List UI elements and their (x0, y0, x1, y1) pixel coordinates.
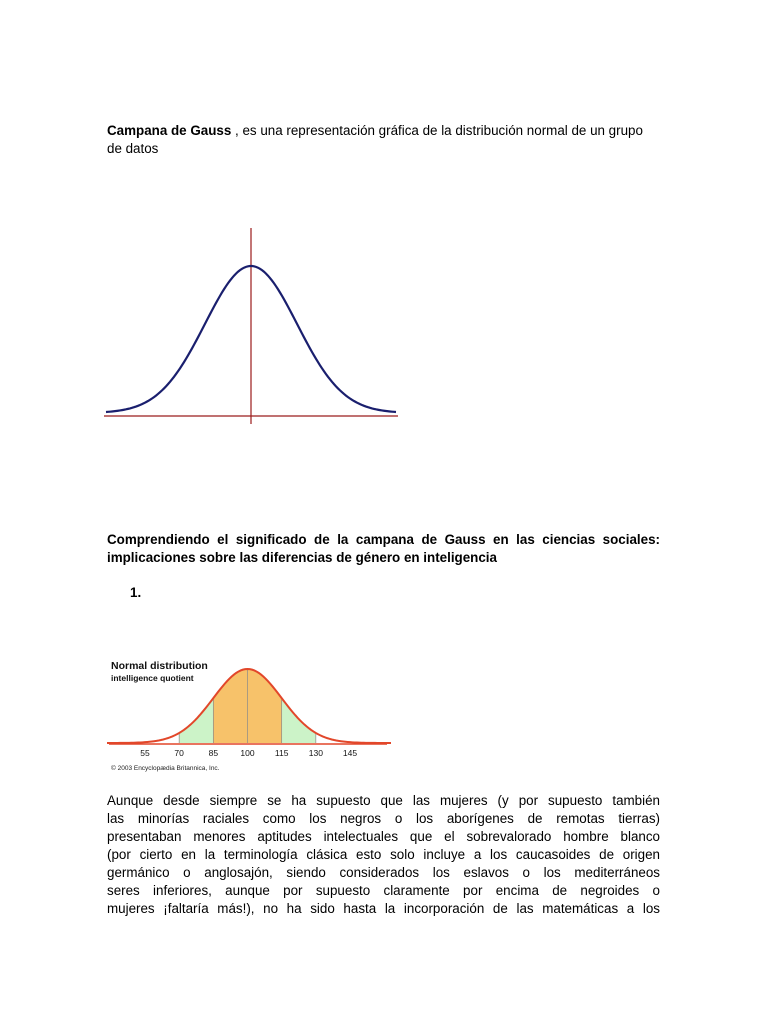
iq-tick-label: 100 (240, 748, 255, 758)
body-line: las minorías raciales como los negros o los aborígenes de remotas tierras) (107, 811, 660, 826)
list-marker: 1. (130, 585, 142, 600)
body-line: presentaban menores aptitudes intelectuales que el sobrevalorado hombre blanco (107, 829, 660, 844)
body-line: Aunque desde siempre se ha supuesto que las mujeres (y por supuesto también (107, 793, 660, 808)
iq-copyright: © 2003 Encyclopædia Britannica, Inc. (111, 765, 220, 772)
iq-title: Normal distribution (111, 660, 208, 672)
iq-tick-label: 130 (308, 748, 323, 758)
iq-tick-label: 115 (274, 748, 289, 758)
body-line: germánico o anglosajón, siendo considerados los eslavos o los mediterráneos (107, 865, 660, 880)
bell-curve-figure (104, 228, 400, 428)
body-line: mujeres ¡faltaría más!), no ha sido hasta la incorporación de las matemáticas a los (107, 901, 660, 916)
intro-text: , es una representación gráfica de la distribución normal de un grupo de datos (107, 123, 643, 156)
intro-term: Campana de Gauss (107, 123, 232, 138)
iq-tick-label: 85 (208, 748, 219, 758)
iq-tick-label: 145 (342, 748, 358, 758)
iq-tick-label: 55 (140, 748, 150, 758)
normal-distribution-iq-figure (107, 655, 391, 775)
body-paragraph (107, 792, 660, 918)
body-line: seres inferiores, aunque por supuesto claramente por encima de negroides o (107, 883, 660, 898)
intro-paragraph (107, 122, 660, 158)
iq-tick-label: 70 (174, 748, 184, 758)
section-heading: Comprendiendo el significado de la campana de Gauss en las ciencias sociales: implicaciones sobre las diferencias de género en inteligencia (107, 532, 660, 565)
body-line: (por cierto en la terminología clásica esto solo incluye a los caucasoides de origen (107, 847, 660, 862)
iq-subtitle: intelligence quotient (111, 673, 194, 683)
